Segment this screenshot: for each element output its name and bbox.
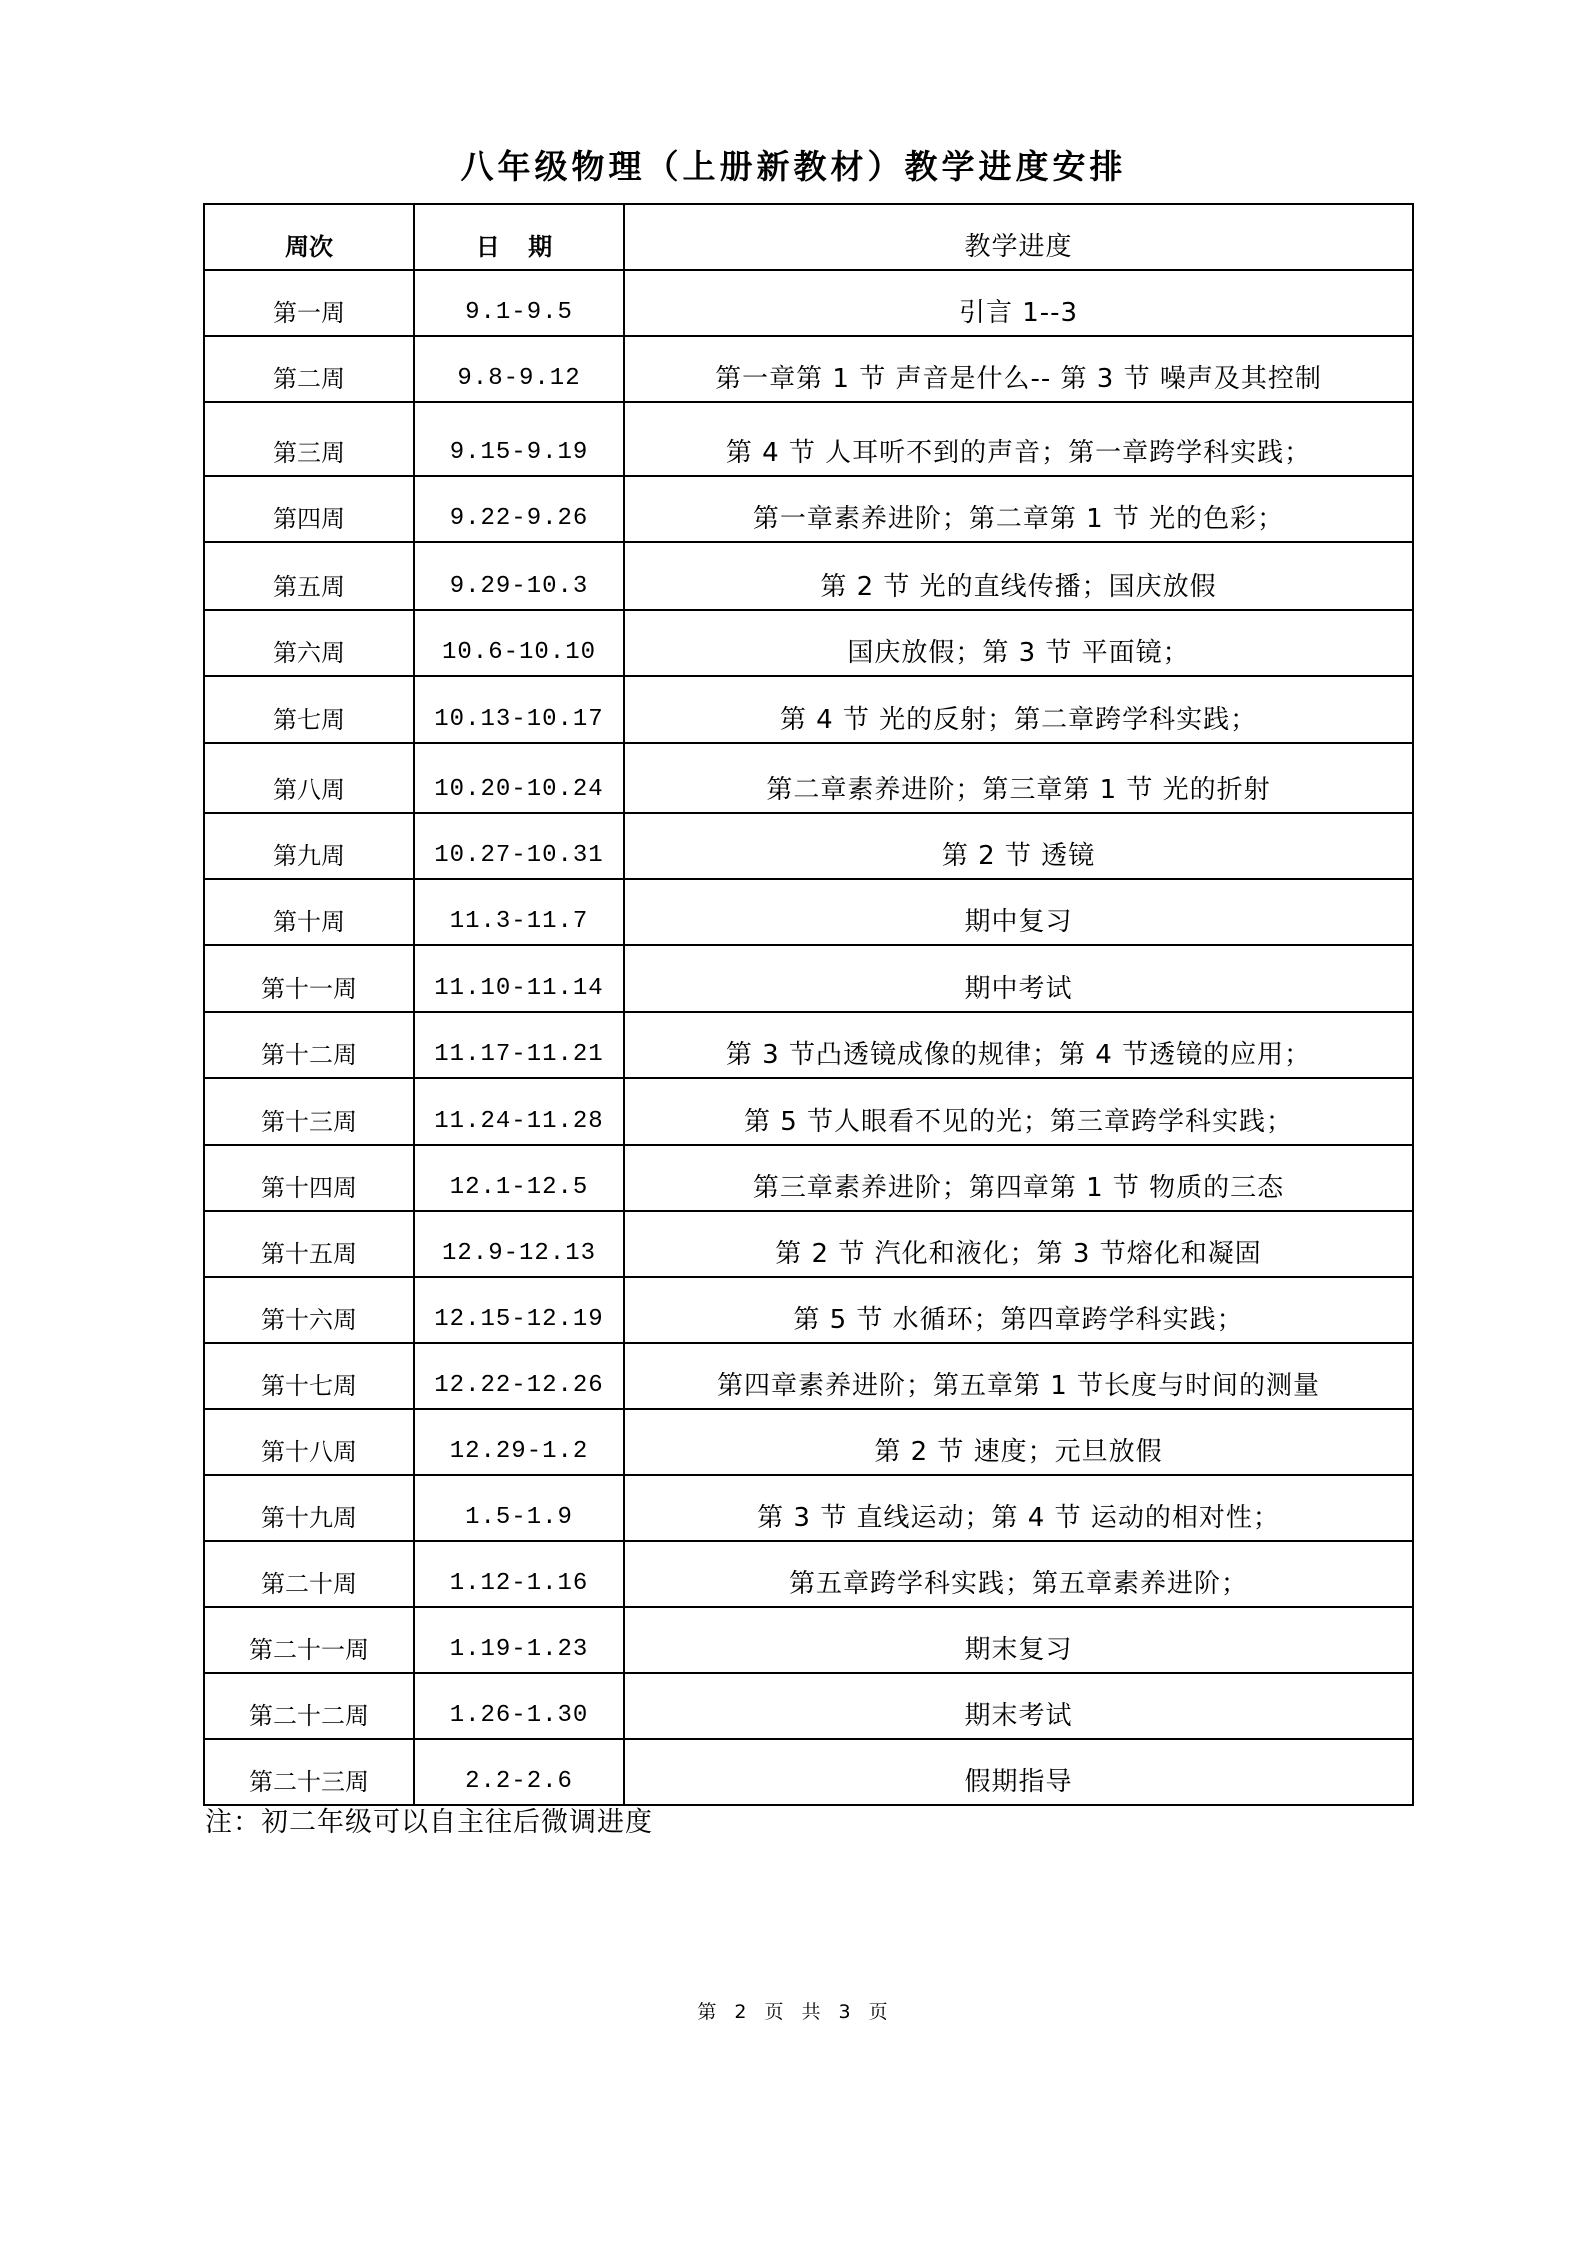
progress-cell: 第 2 节 透镜 bbox=[624, 813, 1413, 879]
table-row bbox=[204, 270, 1413, 336]
date-cell: 1.26-1.30 bbox=[414, 1673, 624, 1739]
date-cell: 9.22-9.26 bbox=[414, 476, 624, 542]
week-cell: 第六周 bbox=[204, 610, 414, 676]
date-cell: 1.19-1.23 bbox=[414, 1607, 624, 1673]
week-cell: 第二周 bbox=[204, 336, 414, 402]
table-row bbox=[204, 945, 1413, 1012]
week-cell: 第八周 bbox=[204, 743, 414, 813]
table-row bbox=[204, 1409, 1413, 1475]
progress-cell: 第 2 节 光的直线传播；国庆放假 bbox=[624, 542, 1413, 610]
week-cell: 第十四周 bbox=[204, 1145, 414, 1211]
date-cell: 9.1-9.5 bbox=[414, 270, 624, 336]
table-row bbox=[204, 1145, 1413, 1211]
date-cell: 9.15-9.19 bbox=[414, 402, 624, 476]
week-cell: 第十周 bbox=[204, 879, 414, 945]
date-cell: 12.9-12.13 bbox=[414, 1211, 624, 1277]
progress-cell: 第 5 节 水循环；第四章跨学科实践； bbox=[624, 1277, 1413, 1343]
progress-cell: 第 2 节 速度；元旦放假 bbox=[624, 1409, 1413, 1475]
date-cell: 10.27-10.31 bbox=[414, 813, 624, 879]
table-body bbox=[204, 270, 1413, 1805]
progress-cell: 第四章素养进阶；第五章第 1 节长度与时间的测量 bbox=[624, 1343, 1413, 1409]
header-week: 周次 bbox=[204, 204, 414, 270]
week-cell: 第九周 bbox=[204, 813, 414, 879]
date-cell: 11.17-11.21 bbox=[414, 1012, 624, 1078]
week-cell: 第二十二周 bbox=[204, 1673, 414, 1739]
table-row bbox=[204, 1673, 1413, 1739]
progress-cell: 国庆放假；第 3 节 平面镜； bbox=[624, 610, 1413, 676]
table-header-row bbox=[204, 204, 1413, 270]
progress-cell: 期中复习 bbox=[624, 879, 1413, 945]
table-row bbox=[204, 610, 1413, 676]
progress-cell: 第一章素养进阶；第二章第 1 节 光的色彩； bbox=[624, 476, 1413, 542]
week-cell: 第十五周 bbox=[204, 1211, 414, 1277]
date-cell: 11.24-11.28 bbox=[414, 1078, 624, 1145]
page-number: 第 2 页 共 3 页 bbox=[697, 2001, 890, 2023]
week-cell: 第一周 bbox=[204, 270, 414, 336]
progress-cell: 第 4 节 人耳听不到的声音；第一章跨学科实践； bbox=[624, 402, 1413, 476]
progress-cell: 期中考试 bbox=[624, 945, 1413, 1012]
header-date: 日 期 bbox=[414, 204, 624, 270]
progress-cell: 引言 1--3 bbox=[624, 270, 1413, 336]
progress-cell: 第五章跨学科实践；第五章素养进阶； bbox=[624, 1541, 1413, 1607]
date-cell: 10.6-10.10 bbox=[414, 610, 624, 676]
table-row bbox=[204, 1277, 1413, 1343]
week-cell: 第二十一周 bbox=[204, 1607, 414, 1673]
table-row bbox=[204, 813, 1413, 879]
header-progress: 教学进度 bbox=[624, 204, 1413, 270]
week-cell: 第十二周 bbox=[204, 1012, 414, 1078]
table-row bbox=[204, 402, 1413, 476]
progress-cell: 第 4 节 光的反射；第二章跨学科实践； bbox=[624, 676, 1413, 743]
week-cell: 第二十三周 bbox=[204, 1739, 414, 1805]
week-cell: 第十七周 bbox=[204, 1343, 414, 1409]
week-cell: 第十三周 bbox=[204, 1078, 414, 1145]
table-row bbox=[204, 743, 1413, 813]
week-cell: 第十一周 bbox=[204, 945, 414, 1012]
table-row bbox=[204, 336, 1413, 402]
document-title: 八年级物理（上册新教材）教学进度安排 bbox=[460, 147, 1127, 186]
week-cell: 第七周 bbox=[204, 676, 414, 743]
table-row bbox=[204, 1343, 1413, 1409]
date-cell: 11.10-11.14 bbox=[414, 945, 624, 1012]
progress-cell: 假期指导 bbox=[624, 1739, 1413, 1805]
progress-cell: 第 5 节人眼看不见的光；第三章跨学科实践； bbox=[624, 1078, 1413, 1145]
date-cell: 9.8-9.12 bbox=[414, 336, 624, 402]
progress-cell: 第 2 节 汽化和液化；第 3 节熔化和凝固 bbox=[624, 1211, 1413, 1277]
date-cell: 1.12-1.16 bbox=[414, 1541, 624, 1607]
date-cell: 11.3-11.7 bbox=[414, 879, 624, 945]
week-cell: 第二十周 bbox=[204, 1541, 414, 1607]
week-cell: 第十八周 bbox=[204, 1409, 414, 1475]
date-cell: 9.29-10.3 bbox=[414, 542, 624, 610]
progress-cell: 第 3 节凸透镜成像的规律；第 4 节透镜的应用； bbox=[624, 1012, 1413, 1078]
week-cell: 第三周 bbox=[204, 402, 414, 476]
week-cell: 第五周 bbox=[204, 542, 414, 610]
table-row bbox=[204, 1078, 1413, 1145]
table-row bbox=[204, 542, 1413, 610]
week-cell: 第十六周 bbox=[204, 1277, 414, 1343]
date-cell: 12.1-12.5 bbox=[414, 1145, 624, 1211]
progress-cell: 第 3 节 直线运动；第 4 节 运动的相对性； bbox=[624, 1475, 1413, 1541]
date-cell: 2.2-2.6 bbox=[414, 1739, 624, 1805]
table-row bbox=[204, 476, 1413, 542]
table-row bbox=[204, 1475, 1413, 1541]
week-cell: 第十九周 bbox=[204, 1475, 414, 1541]
table-row bbox=[204, 1739, 1413, 1805]
date-cell: 12.29-1.2 bbox=[414, 1409, 624, 1475]
table-row bbox=[204, 1541, 1413, 1607]
date-cell: 10.20-10.24 bbox=[414, 743, 624, 813]
progress-cell: 第一章第 1 节 声音是什么-- 第 3 节 噪声及其控制 bbox=[624, 336, 1413, 402]
schedule-table bbox=[203, 203, 1414, 1806]
progress-cell: 期末考试 bbox=[624, 1673, 1413, 1739]
table-row bbox=[204, 1012, 1413, 1078]
date-cell: 12.15-12.19 bbox=[414, 1277, 624, 1343]
table-row bbox=[204, 1607, 1413, 1673]
date-cell: 12.22-12.26 bbox=[414, 1343, 624, 1409]
table-row bbox=[204, 676, 1413, 743]
date-cell: 1.5-1.9 bbox=[414, 1475, 624, 1541]
progress-cell: 期末复习 bbox=[624, 1607, 1413, 1673]
progress-cell: 第二章素养进阶；第三章第 1 节 光的折射 bbox=[624, 743, 1413, 813]
week-cell: 第四周 bbox=[204, 476, 414, 542]
progress-cell: 第三章素养进阶；第四章第 1 节 物质的三态 bbox=[624, 1145, 1413, 1211]
date-cell: 10.13-10.17 bbox=[414, 676, 624, 743]
table-row bbox=[204, 879, 1413, 945]
note-text: 注：初二年级可以自主往后微调进度 bbox=[205, 1807, 653, 1838]
table-row bbox=[204, 1211, 1413, 1277]
